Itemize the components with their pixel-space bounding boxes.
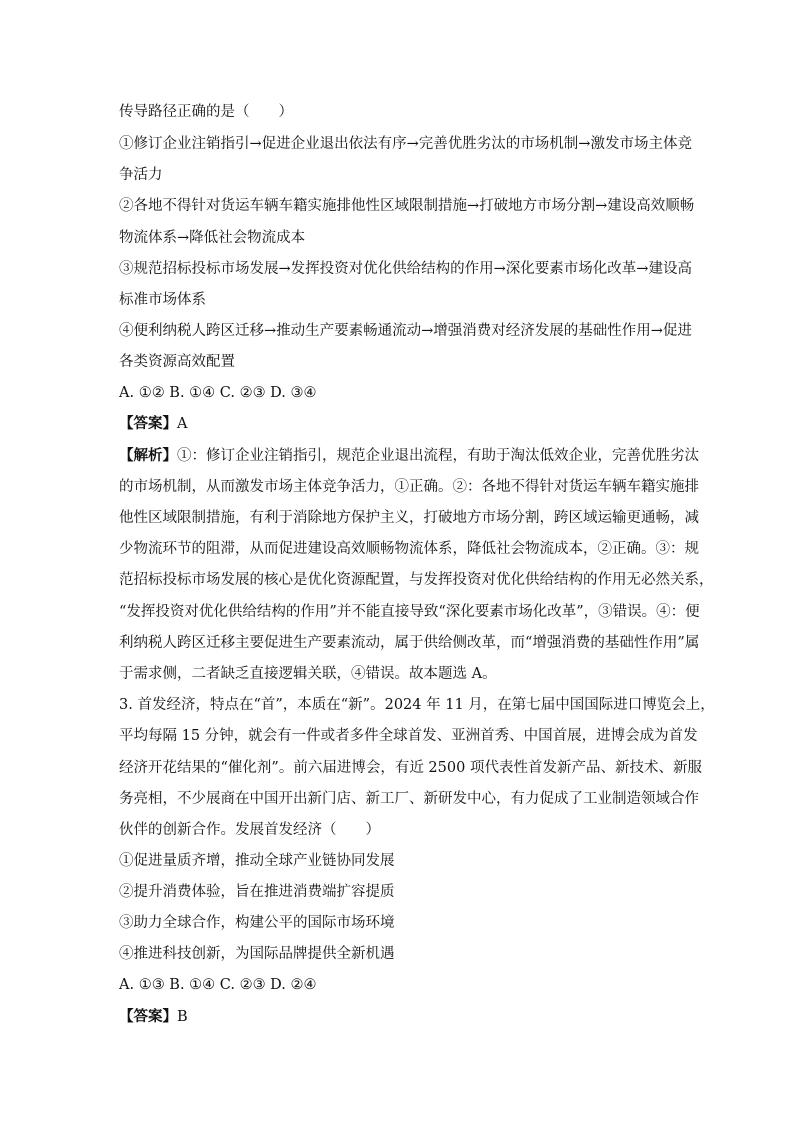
q2-option-2-line-2: 物流体系→降低社会物流成本 — [119, 230, 306, 246]
q3-stem-line-3: 经济开花结果的“催化剂”。前六届进博会，有近 2500 项代表性首发新产品、新技术、新服 — [119, 760, 702, 776]
q2-analysis-line-2: 的市场机制，从而激发市场主体竞争活力，①正确。②：各地不得针对货运车辆车籍实施排 — [119, 479, 699, 495]
q3-stem-line-5: 伙伴的创新合作。发展首发经济（ ） — [119, 822, 380, 838]
q2-answer — [119, 414, 187, 434]
analysis-text: ①：修订企业注销指引，规范企业退出流程，有助于淘汰低效企业，完善优胜劣汰 — [177, 448, 699, 464]
q3-stem-line-2: 平均每隔 15 分钟，就会有一件或者多件全球首发、亚洲首秀、中国首展，进博会成为首发 — [119, 728, 698, 744]
q3-stem-line-1: 3. 首发经济，特点在“首”，本质在“新”。2024 年 11 月，在第七届中国国际进口博览会上， — [119, 697, 715, 713]
q3-answer — [119, 1007, 188, 1027]
q3-option-4: ④推进科技创新，为国际品牌提供全新机遇 — [119, 946, 395, 962]
q3-stem-line-4: 务亮相，不少展商在中国开出新门店、新工厂、新研发中心，有力促成了工业制造领域合作 — [119, 791, 699, 807]
q2-choices: A. ①② B. ①④ C. ②③ D. ③④ — [119, 385, 317, 401]
q3-option-2: ②提升消费体验，旨在推进消费端扩容提质 — [119, 884, 395, 900]
q2-analysis-line-1 — [119, 446, 699, 466]
q3-option-3: ③助力全球合作，构建公平的国际市场环境 — [119, 915, 395, 931]
answer-value: A — [177, 416, 188, 432]
q2-analysis-line-4: 少物流环节的阻滞，从而促进建设高效顺畅物流体系，降低社会物流成本，②正确。③：规 — [119, 541, 699, 557]
q2-option-1-line-1: ①修订企业注销指引→促进企业退出依法有序→完善优胜劣汰的市场机制→激发市场主体竞 — [119, 136, 692, 152]
q2-option-3-line-2: 标准市场体系 — [119, 292, 206, 308]
q2-option-3-line-1: ③规范招标投标市场发展→发挥投资对优化供给结构的作用→深化要素市场化改革→建设高 — [119, 261, 692, 277]
q2-analysis-line-8: 于需求侧，二者缺乏直接逻辑关联，④错误。故本题选 A。 — [119, 666, 497, 682]
q2-option-4-line-2: 各类资源高效配置 — [119, 354, 235, 370]
q2-option-2-line-1: ②各地不得针对货运车辆车籍实施排他性区域限制措施→打破地方市场分割→建设高效顺畅 — [119, 198, 695, 214]
q2-analysis-line-3: 他性区域限制措施，有利于消除地方保护主义，打破地方市场分割，跨区域运输更通畅，减 — [119, 510, 699, 526]
answer-label: 【答案】 — [119, 415, 177, 432]
q2-option-1-line-2: 争活力 — [119, 167, 163, 183]
q2-stem-tail: 传导路径正确的是（ ） — [119, 104, 293, 120]
q3-option-1: ①促进量质齐增，推动全球产业链协同发展 — [119, 853, 395, 869]
q2-analysis-line-5: 范招标投标市场发展的核心是优化资源配置，与发挥投资对优化供给结构的作用无必然关系， — [119, 572, 714, 588]
q2-analysis-line-7: 利纳税人跨区迁移主要促进生产要素流动，属于供给侧改革，而“增强消费的基础性作用”属 — [119, 635, 700, 651]
analysis-label: 【解析】 — [119, 447, 177, 464]
answer-label: 【答案】 — [119, 1008, 177, 1025]
answer-value: B — [177, 1009, 188, 1025]
q2-option-4-line-1: ④便利纳税人跨区迁移→推动生产要素畅通流动→增强消费对经济发展的基础性作用→促进 — [119, 323, 692, 339]
q2-analysis-line-6: “发挥投资对优化供给结构的作用”并不能直接导致“深化要素市场化改革”，③错误。④：便 — [119, 604, 700, 620]
q3-choices: A. ①③ B. ①④ C. ②③ D. ②④ — [119, 977, 317, 993]
